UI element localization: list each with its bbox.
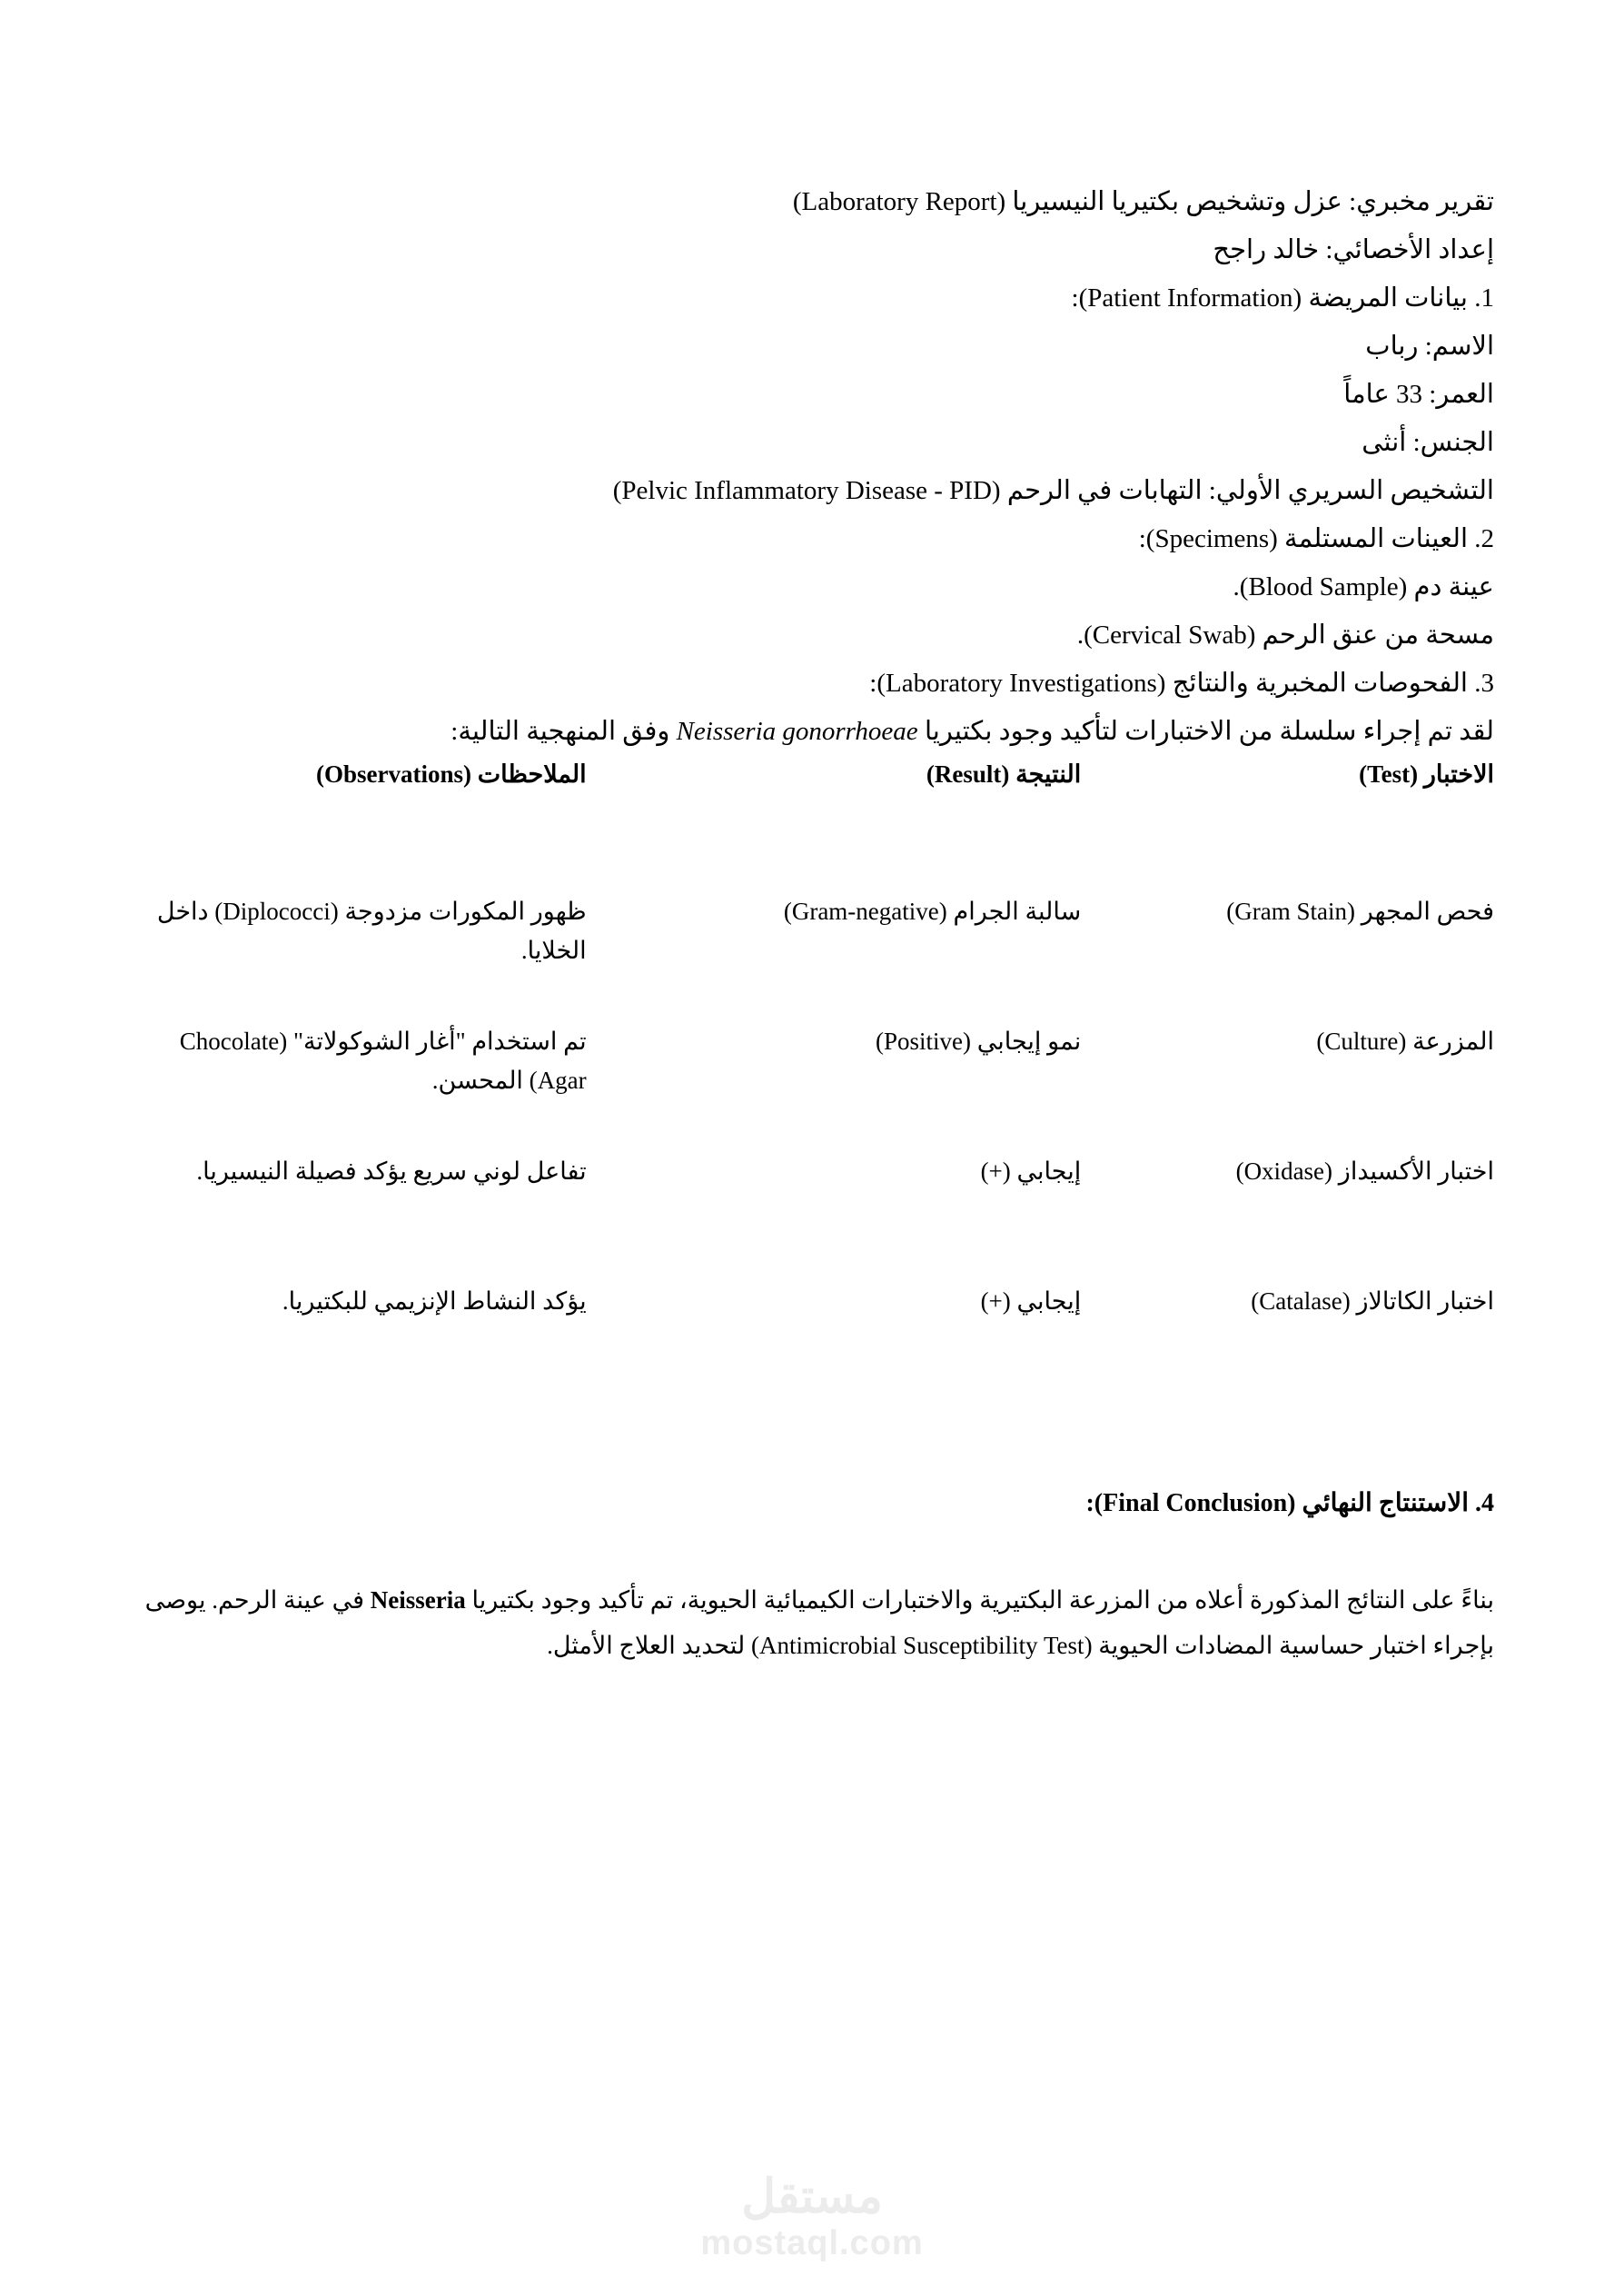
cell-result: سالبة الجرام (Gram-negative) — [783, 898, 1082, 925]
patient-gender-line: الجنس: أنثى — [1362, 428, 1494, 457]
investigations-intro-line — [130, 708, 1494, 756]
cell-test: اختبار الأكسيداز (Oxidase) — [1235, 1157, 1494, 1185]
cell-observation: تم استخدام "أغار الشوكولاتة" (Chocolate Agar) المحسن. — [179, 1028, 587, 1094]
report-title: تقرير مخبري: عزل وتشخيص بكتيريا النيسيريا (Laboratory Report) — [792, 187, 1494, 216]
mostaql-logo-arabic: مستقل — [741, 2171, 883, 2223]
specimen-swab-line: مسحة من عنق الرحم (Cervical Swab). — [1076, 621, 1494, 650]
patient-section-heading: 1. بيانات المريضة (Patient Information): — [1071, 283, 1494, 313]
cell-result: إيجابي (+) — [980, 1287, 1082, 1315]
cell-result: نمو إيجابي (Positive) — [875, 1028, 1082, 1055]
table-row — [130, 1282, 1494, 1412]
table-body — [130, 892, 1494, 1412]
mostaql-logo-latin: mostaql.com — [700, 2224, 924, 2262]
patient-diagnosis-line: التشخيص السريري الأولي: التهابات في الرحم (Pelvic Inflammatory Disease - PID) — [612, 476, 1494, 505]
table-head — [130, 756, 1494, 892]
specimen-blood-line: عينة دم (Blood Sample). — [1233, 572, 1494, 601]
patient-age-line: العمر: 33 عاماً — [1343, 380, 1494, 409]
table-row — [130, 1152, 1494, 1282]
column-header-observations: الملاحظات (Observations) — [315, 760, 587, 788]
column-header-test: الاختبار (Test) — [1359, 760, 1494, 788]
laboratory-results-table — [130, 756, 1494, 1412]
conclusion-text-part2: في عينة الرحم. يوصى بإجراء اختبار حساسية المضادات الحيوية (Antimicrobial Susceptibility Test) لتحديد العلاج الأمثل. — [144, 1586, 1494, 1659]
cell-test: فحص المجهر (Gram Stain) — [1226, 898, 1494, 925]
specimens-section-heading: 2. العينات المستلمة (Specimens): — [1138, 524, 1494, 553]
species-name-italic: Neisseria gonorrhoeae — [676, 717, 918, 746]
conclusion-section-heading: 4. الاستنتاج النهائي (Final Conclusion): — [1085, 1489, 1494, 1517]
investigations-intro-prefix: لقد تم إجراء سلسلة من الاختبارات لتأكيد وجود بكتيريا — [917, 717, 1494, 746]
investigations-section-heading: 3. الفحوصات المخبرية والنتائج (Laboratory Investigations): — [869, 669, 1494, 698]
report-header-block — [130, 178, 1494, 756]
conclusion-paragraph — [130, 1577, 1494, 1668]
cell-test: اختبار الكاتالاز (Catalase) — [1251, 1287, 1494, 1315]
table-row — [130, 892, 1494, 1022]
investigations-intro-suffix: وفق المنهجية التالية: — [451, 717, 677, 746]
prepared-by-line: إعداد الأخصائي: خالد راجح — [1213, 235, 1494, 264]
conclusion-genus-bold: Neisseria — [370, 1586, 466, 1614]
patient-name-line: الاسم: رباب — [1365, 332, 1494, 361]
cell-test: المزرعة (Culture) — [1316, 1028, 1494, 1055]
cell-observation: تفاعل لوني سريع يؤكد فصيلة النيسيريا. — [196, 1157, 587, 1185]
table-header-row — [130, 756, 1494, 892]
table-row — [130, 1022, 1494, 1152]
cell-result: إيجابي (+) — [980, 1157, 1082, 1185]
cell-observation: ظهور المكورات مزدوجة (Diplococci) داخل الخلايا. — [156, 898, 587, 964]
cell-observation: يؤكد النشاط الإنزيمي للبكتيريا. — [282, 1287, 587, 1315]
footer-watermark — [0, 2173, 1624, 2260]
conclusion-text-part1: بناءً على النتائج المذكورة أعلاه من المزرعة البكتيرية والاختبارات الكيميائية الحيوية، تم تأكيد وجود بكتيريا — [465, 1586, 1494, 1614]
column-header-result: النتيجة (Result) — [926, 760, 1082, 788]
